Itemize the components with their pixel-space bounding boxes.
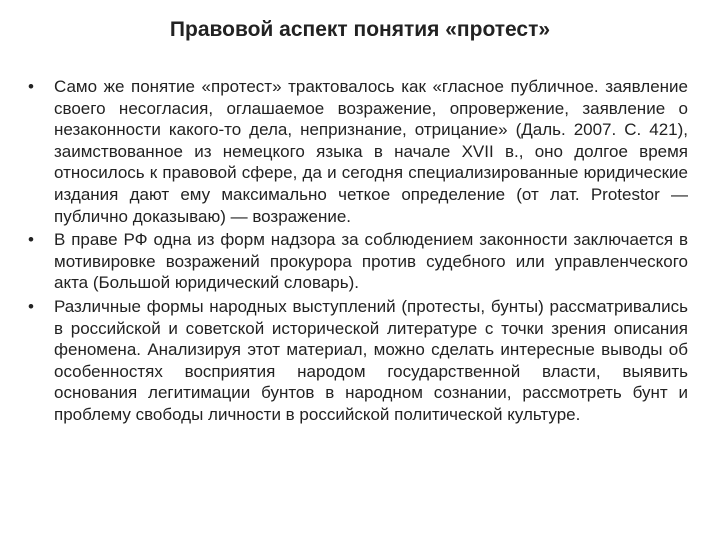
bullet-item-1	[28, 76, 688, 227]
bullet-item-2	[28, 229, 688, 294]
bullet-marker: •	[28, 296, 34, 316]
bullet-text: В праве РФ одна из форм надзора за соблюдением законности заключается в мотивировке возражений прокурора против судебного или управленческого акта (Большой юридический словарь).	[54, 230, 688, 293]
bullet-item-3	[28, 296, 688, 426]
bullet-text: Само же понятие «протест» трактовалось как «гласное публичное. заявление своего несогласия, оглашаемое возражение, опровержение, заявление о незаконности какого-то дела, непризнание, отрицание» (Даль. 2007. С. 421), заимствованное из немецкого языка в начале XVII в., оно долгое время относилось к правовой сфере, да и сегодня специализированные юридические издания дают ему максимально четкое определение (от лат. Protestor — публично доказываю) — возражение.	[54, 77, 688, 226]
bullet-text: Различные формы народных выступлений (протесты, бунты) рассматривались в российской и советской исторической литературе с точки зрения описания феномена. Анализируя этот материал, можно сделать интересные выводы об особенностях восприятия народом государственной власти, выявить основания легитимации бунтов в народном сознании, рассмотреть бунт и проблему свободы личности в российской политической культуре.	[54, 296, 688, 424]
bullet-marker: •	[28, 77, 34, 96]
bullet-marker: •	[28, 230, 34, 250]
slide-content	[28, 76, 688, 428]
slide-title: Правовой аспект понятия «протест»	[169, 18, 551, 41]
